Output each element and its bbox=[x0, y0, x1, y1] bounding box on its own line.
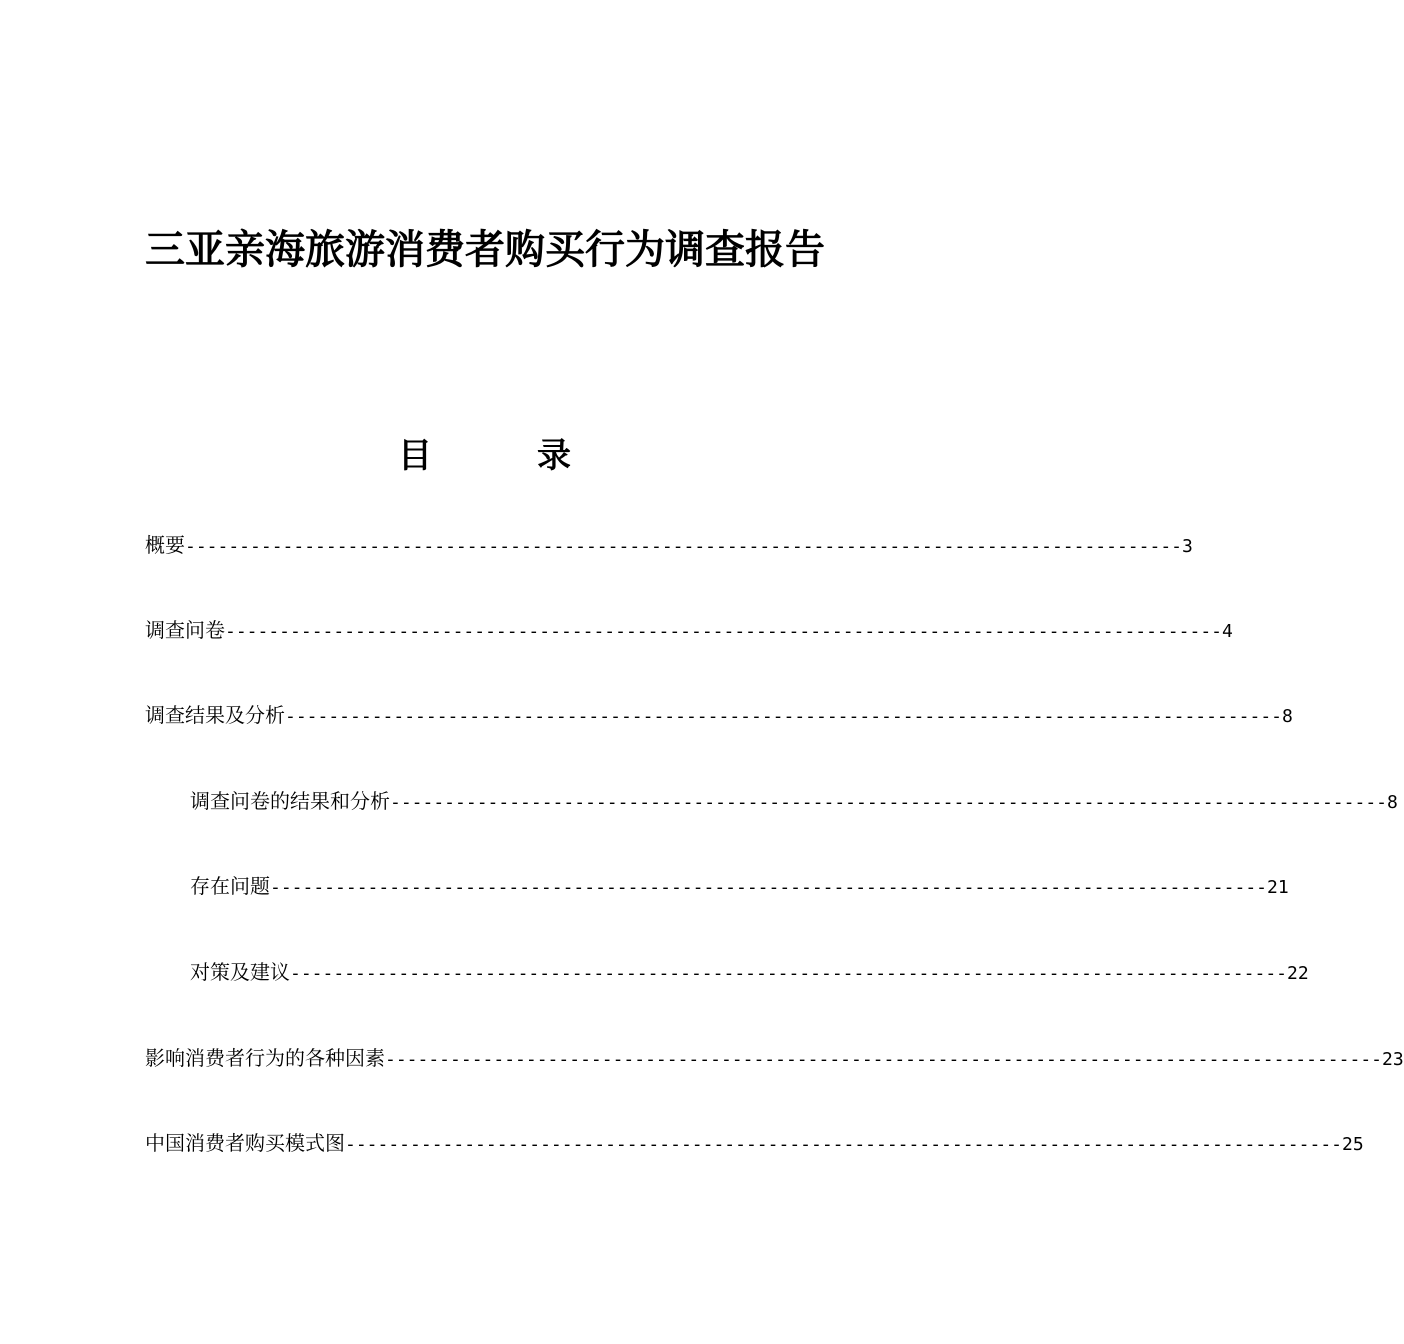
toc-leader: -------------------------------------------------------------------------------------------- bbox=[285, 706, 1282, 727]
toc-leader: -------------------------------------------------------------------------------------------- bbox=[290, 963, 1287, 984]
toc-heading-char-2: 录 bbox=[537, 436, 571, 476]
toc-heading-char-1: 目 bbox=[398, 436, 432, 476]
toc-entry-results-analysis[interactable] bbox=[145, 700, 1293, 730]
toc-page-number: 23 bbox=[1382, 1049, 1404, 1070]
toc-leader: -------------------------------------------------------------------------------------------- bbox=[185, 536, 1182, 557]
toc-leader: -------------------------------------------------------------------------------------------- bbox=[270, 877, 1267, 898]
toc-entry-suggestions[interactable] bbox=[190, 957, 1309, 987]
toc-entry-label: 调查问卷 bbox=[145, 618, 225, 642]
toc-entry-label: 调查问卷的结果和分析 bbox=[190, 789, 390, 813]
toc-page-number: 8 bbox=[1387, 792, 1398, 813]
toc-entry-problems[interactable] bbox=[190, 871, 1289, 901]
toc-entry-label: 中国消费者购买模式图 bbox=[145, 1131, 345, 1155]
toc-page-number: 4 bbox=[1222, 621, 1233, 642]
toc-leader: -------------------------------------------------------------------------------------------- bbox=[345, 1134, 1342, 1155]
toc-leader: -------------------------------------------------------------------------------------------- bbox=[385, 1049, 1382, 1070]
toc-entry-label: 概要 bbox=[145, 533, 185, 557]
toc-entry-summary[interactable] bbox=[145, 530, 1193, 560]
toc-page-number: 3 bbox=[1182, 536, 1193, 557]
toc-entry-factors[interactable] bbox=[145, 1043, 1404, 1073]
toc-entry-label: 影响消费者行为的各种因素 bbox=[145, 1046, 385, 1070]
toc-page-number: 25 bbox=[1342, 1134, 1364, 1155]
toc-leader: -------------------------------------------------------------------------------------------- bbox=[225, 621, 1222, 642]
toc-entry-questionnaire[interactable] bbox=[145, 615, 1233, 645]
toc-page-number: 21 bbox=[1267, 877, 1289, 898]
toc-entry-label: 存在问题 bbox=[190, 874, 270, 898]
toc-page-number: 22 bbox=[1287, 963, 1309, 984]
toc-leader: -------------------------------------------------------------------------------------------- bbox=[390, 792, 1387, 813]
toc-entry-questionnaire-results[interactable] bbox=[190, 786, 1398, 816]
toc-entry-label: 对策及建议 bbox=[190, 960, 290, 984]
toc-entry-label: 调查结果及分析 bbox=[145, 703, 285, 727]
toc-page-number: 8 bbox=[1282, 706, 1293, 727]
toc-entry-purchase-model[interactable] bbox=[145, 1128, 1364, 1158]
document-title: 三亚亲海旅游消费者购买行为调查报告 bbox=[145, 227, 825, 273]
toc-heading bbox=[0, 428, 950, 476]
